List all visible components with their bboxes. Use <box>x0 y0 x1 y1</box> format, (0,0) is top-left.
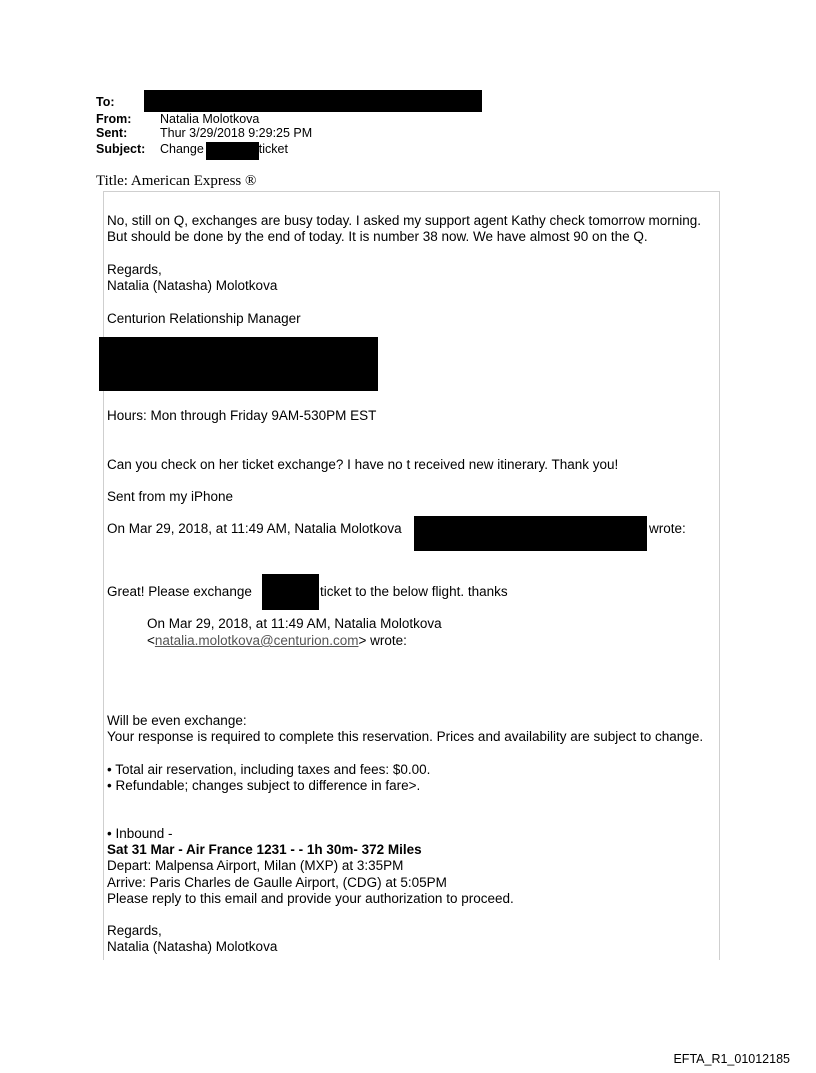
subject-row <box>96 143 288 156</box>
from-label: From: <box>96 112 132 126</box>
bullet-refundable: • Refundable; changes subject to difference in fare>. <box>107 778 421 793</box>
on-date-line-prefix: On Mar 29, 2018, at 11:49 AM, Natalia Molotkova <box>107 521 402 536</box>
signature-name-1: Natalia (Natasha) Molotkova <box>107 278 278 293</box>
signature-name-2: Natalia (Natasha) Molotkova <box>107 939 278 954</box>
document-id-footer: EFTA_R1_01012185 <box>673 1052 790 1066</box>
great-line-prefix: Great! Please exchange <box>107 584 252 599</box>
question-line: Can you check on her ticket exchange? I have no t received new itinerary. Thank you! <box>107 457 619 472</box>
sent-row <box>96 127 312 140</box>
on-date-line-suffix: wrote: <box>649 521 686 536</box>
frame-right-border <box>719 191 720 960</box>
hours-line: Hours: Mon through Friday 9AM-530PM EST <box>107 408 377 423</box>
subject-label: Subject: <box>96 142 146 156</box>
depart-line: Depart: Malpensa Airport, Milan (MXP) at 3:35PM <box>107 858 404 873</box>
subject-prefix: Change <box>160 142 204 156</box>
sent-value: Thur 3/29/2018 9:29:25 PM <box>160 126 313 140</box>
reply-line: Please reply to this email and provide your authorization to proceed. <box>107 891 514 906</box>
from-value: Natalia Molotkova <box>160 112 260 126</box>
flight-line: Sat 31 Mar - Air France 1231 - - 1h 30m- 372 Miles <box>107 842 422 857</box>
regards-line-2: Regards, <box>107 923 162 938</box>
quoted-email-link[interactable]: natalia.molotkova@centurion.com <box>154 633 359 648</box>
message-paragraph: No, still on Q, exchanges are busy today. I asked my support agent Kathy check tomorrow morning. But should be done by the end of today. It is number 38 now. We have almost 90 on the Q. <box>107 213 702 244</box>
frame-left-border <box>103 191 104 960</box>
to-label: To: <box>96 95 115 109</box>
from-row <box>96 113 259 126</box>
frame-top-border <box>103 191 720 192</box>
subject-suffix: ticket <box>258 142 288 156</box>
bullet-total: • Total air reservation, including taxes and fees: $0.00. <box>107 762 431 777</box>
quoted-wrote: > wrote: <box>358 633 407 648</box>
quoted-header-line-1: On Mar 29, 2018, at 11:49 AM, Natalia Molotkova <box>147 616 442 631</box>
sent-label: Sent: <box>96 126 128 140</box>
redacted-subject-name <box>206 142 259 160</box>
redacted-recipient <box>144 90 482 112</box>
quoted-lt: < <box>147 633 155 648</box>
redacted-sender-email <box>414 516 647 551</box>
even-exchange-line: Will be even exchange: <box>107 713 247 728</box>
regards-line-1: Regards, <box>107 262 162 277</box>
document-title: Title: American Express ® <box>96 173 257 189</box>
response-required-line: Your response is required to complete this reservation. Prices and availability are subject to change. <box>107 729 704 744</box>
redacted-contact-block <box>99 337 378 391</box>
inbound-line: • Inbound - <box>107 826 173 841</box>
arrive-line: Arrive: Paris Charles de Gaulle Airport, (CDG) at 5:05PM <box>107 875 447 890</box>
redacted-passenger-name <box>262 574 319 610</box>
signature-role: Centurion Relationship Manager <box>107 311 301 326</box>
sent-from-line: Sent from my iPhone <box>107 489 234 504</box>
quoted-header-line-2 <box>147 633 407 649</box>
great-line-suffix: ticket to the below flight. thanks <box>320 584 508 599</box>
